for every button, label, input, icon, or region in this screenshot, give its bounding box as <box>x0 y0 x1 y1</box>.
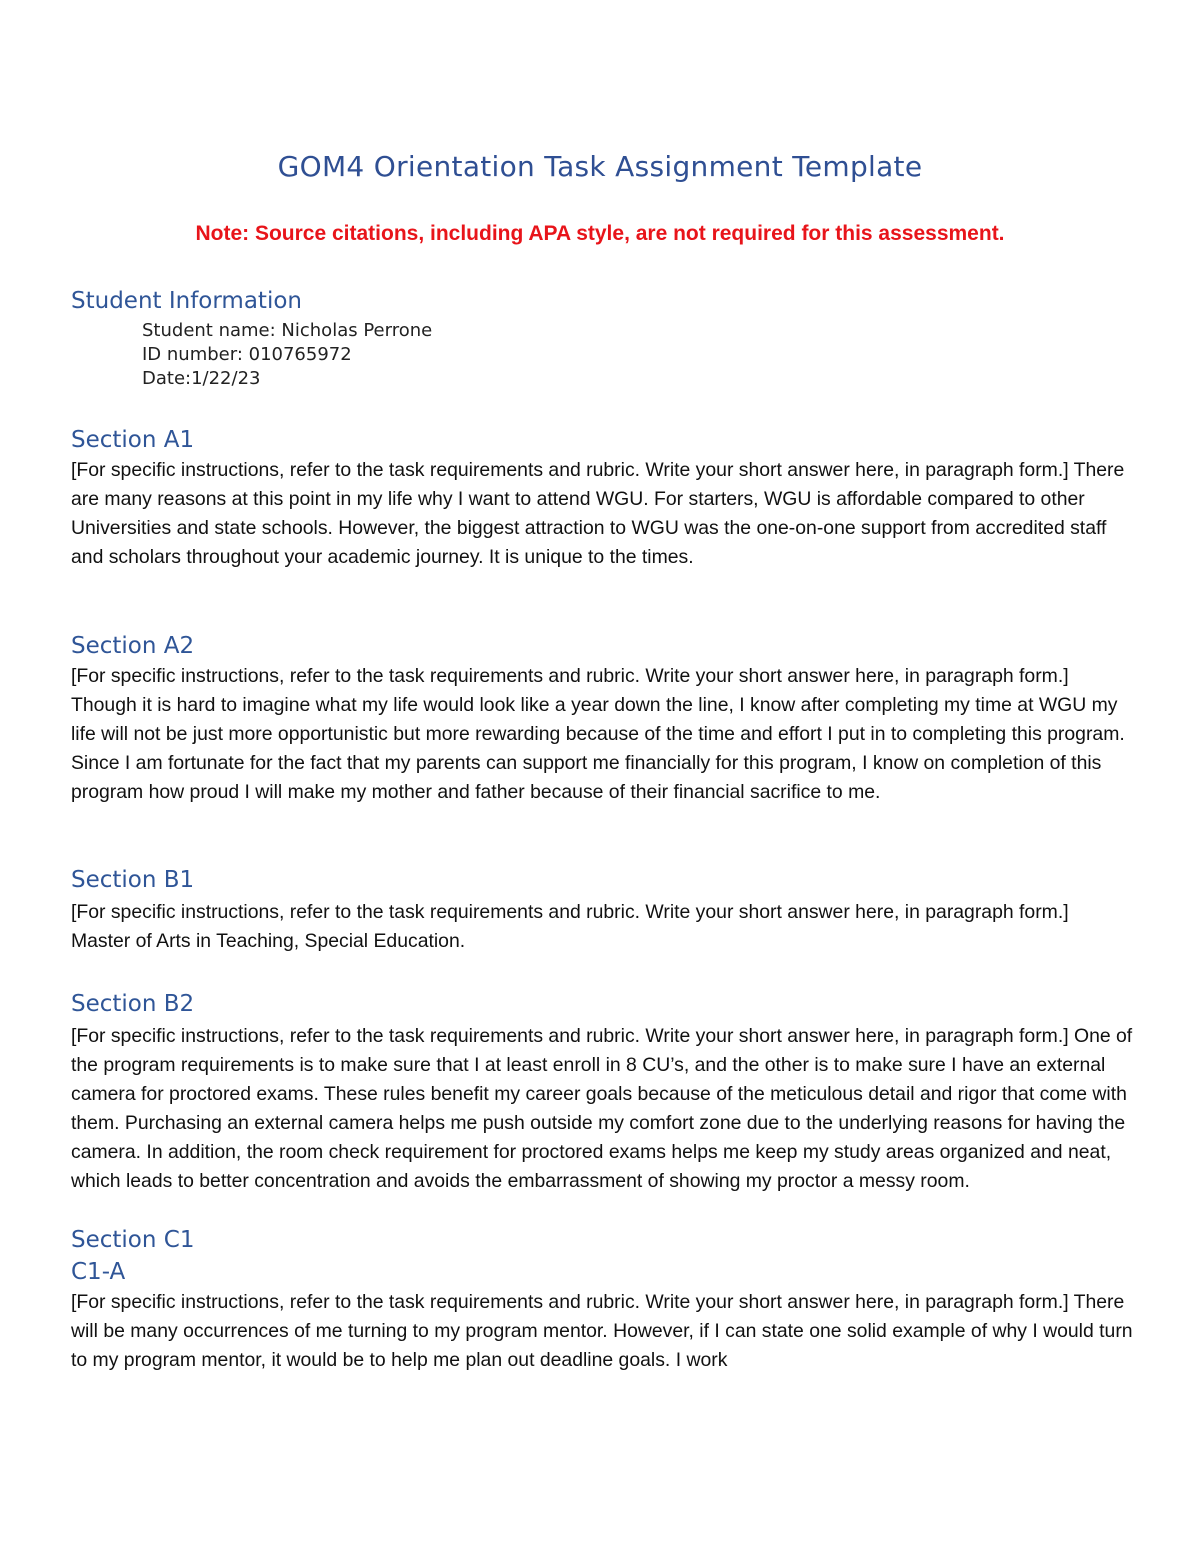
section-b1-heading: Section B1 <box>71 867 195 893</box>
student-id: ID number: 010765972 <box>142 344 352 365</box>
section-c1-a-text: [For specific instructions, refer to the task requirements and rubric. Write your short answer here, in paragraph form.] There will be many occurrences of me turning to my program mentor. However, if I can state one solid example of why I would turn to my program mentor, it would be to help me plan out deadline goals. I work <box>71 1291 1133 1371</box>
document-title: GOM4 Orientation Task Assignment Template <box>277 150 923 183</box>
section-b2-text: [For specific instructions, refer to the task requirements and rubric. Write your short answer here, in paragraph form.] One of the program requirements is to make sure that I at least enroll in 8 CU’s, and the other is to make sure I have an external camera for proctored exams. These rules benefit my career goals because of the meticulous detail and rigor that come with them. Purchasing an external camera helps me push outside my comfort zone due to the underlying reasons for having the camera. In addition, the room check requirement for proctored exams helps me keep my study areas organized and neat, which leads to better concentration and avoids the embarrassment of showing my proctor a messy room. <box>71 1025 1133 1192</box>
section-a2-heading: Section A2 <box>71 633 195 659</box>
section-b1-text: [For specific instructions, refer to the task requirements and rubric. Write your short answer here, in paragraph form.] Master of Arts in Teaching, Special Education. <box>71 901 1069 952</box>
section-a1-text: [For specific instructions, refer to the task requirements and rubric. Write your short answer here, in paragraph form.] There are many reasons at this point in my life why I want to attend WGU. For starters, WGU is affordable compared to other Universities and state schools. However, the biggest attraction to WGU was the one-on-one support from accredited staff and scholars throughout your academic journey. It is unique to the times. <box>71 459 1125 568</box>
student-name: Student name: Nicholas Perrone <box>142 320 433 341</box>
citation-note: Note: Source citations, including APA style, are not required for this assessment. <box>195 222 1005 245</box>
student-info-heading: Student Information <box>71 288 302 314</box>
submission-date: Date:1/22/23 <box>142 368 261 389</box>
student-info-block <box>142 319 432 391</box>
section-b2-heading: Section B2 <box>71 991 195 1017</box>
section-a1-heading: Section A1 <box>71 427 195 453</box>
section-a2-text: [For specific instructions, refer to the task requirements and rubric. Write your short answer here, in paragraph form.] Though it is hard to imagine what my life would look like a year down the line, I know after completing my time at WGU my life will not be just more opportunistic but more rewarding because of the time and effort I put in to completing this program. Since I am fortunate for the fact that my parents can support me financially for this program, I know on completion of this program how proud I will make my mother and father because of their financial sacrifice to me. <box>71 665 1125 803</box>
document-page <box>71 0 1133 1553</box>
section-c1-a-subheading: C1-A <box>71 1259 126 1285</box>
section-c1-heading: Section C1 <box>71 1227 195 1253</box>
